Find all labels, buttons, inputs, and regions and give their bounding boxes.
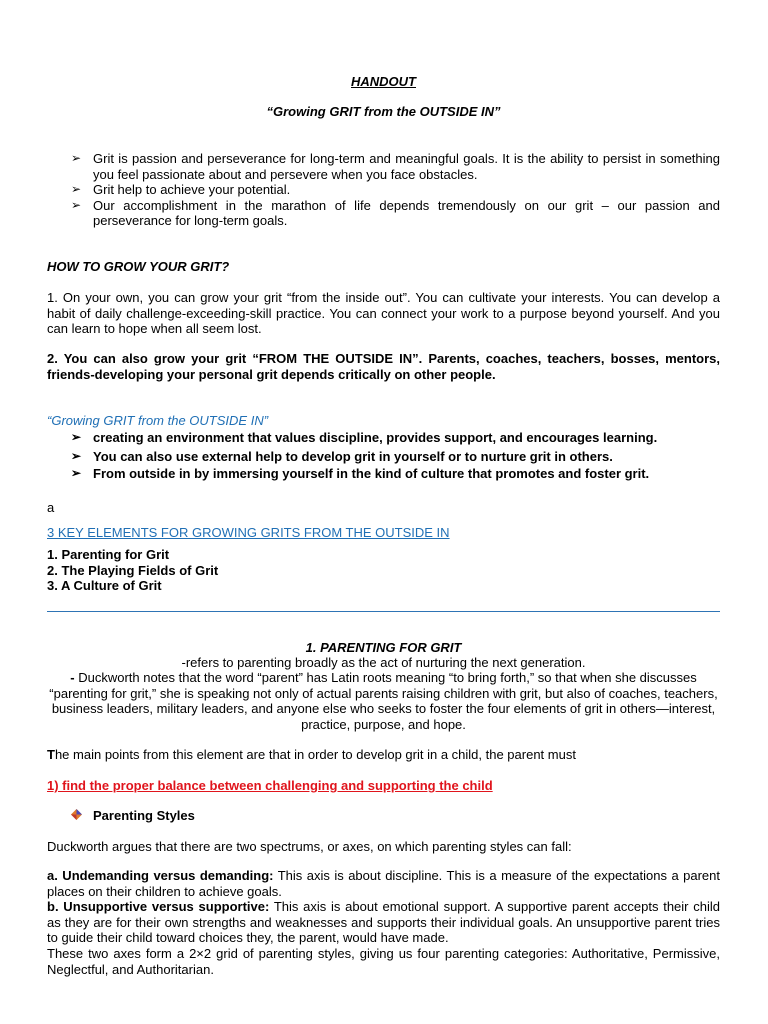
list-item: ➢ Our accomplishment in the marathon of life depends tremendously on our grit – our passion and perseverance for long-term goals. xyxy=(71,197,720,228)
how-to-paragraph-2: 2. You can also grow your grit “FROM THE OUTSIDE IN”. Parents, coaches, teachers, bosses, mentors, friends-developing your personal grit depends critically on other people. xyxy=(47,351,720,382)
axis-b-paragraph: b. Unsupportive versus supportive: This axis is about emotional support. A supportive parent accepts their child as they are for their own strengths and weaknesses and supports their individual goals. An unsupportive parent tries to guide their child toward choices they, the parent, would have made. xyxy=(47,899,720,945)
key-element-item: 2. The Playing Fields of Grit xyxy=(47,563,219,578)
list-item: ➢ Grit help to achieve your potential. xyxy=(71,182,291,197)
key-elements-heading: 3 KEY ELEMENTS FOR GROWING GRITS FROM THE OUTSIDE IN xyxy=(47,525,450,540)
outside-in-heading: “Growing GRIT from the OUTSIDE IN” xyxy=(47,413,269,428)
main-points-line: The main points from this element are that in order to develop grit in a child, the parent must xyxy=(47,747,576,762)
axis-a-paragraph: a. Undemanding versus demanding: This axis is about discipline. This is a measure of the expectations a parent places on their children to achieve goals. xyxy=(47,868,720,899)
arrow-bullet-icon: ➢ xyxy=(71,430,82,444)
parenting-description: - Duckworth notes that the word “parent” has Latin roots meaning “to bring forth,” so that when she discusses “parenting for grit,” she is speaking not only of actual parents raising children with grit, but also of coaches, teachers, business leaders, military leaders, and anyone else who seeks to foster the four elements of grit in others—interest, practice, purpose, and hope. xyxy=(49,670,718,732)
key-element-item: 3. A Culture of Grit xyxy=(47,578,162,593)
diamond-bullet-icon xyxy=(71,808,85,823)
how-to-paragraph-1: 1. On your own, you can grow your grit “from the inside out”. You can cultivate your interests. You can develop a habit of daily challenge-exceeding-skill practice. You can connect your work to a purpose beyond yourself. And you can learn to hope when all seem lost. xyxy=(47,290,720,336)
arrow-bullet-icon: ➢ xyxy=(71,151,82,165)
outside-in-bullet-list xyxy=(47,430,720,482)
list-item: ➢ creating an environment that values discipline, provides support, and encourages learning. xyxy=(71,430,658,445)
handout-subtitle: “Growing GRIT from the OUTSIDE IN” xyxy=(266,104,501,119)
parenting-definition: -refers to parenting broadly as the act of nurturing the next generation. xyxy=(181,655,586,670)
arrow-bullet-icon: ➢ xyxy=(71,182,82,196)
arrow-bullet-icon: ➢ xyxy=(71,466,82,480)
list-item: ➢ From outside in by immersing yourself in the kind of culture that promotes and foster grit. xyxy=(71,466,650,481)
list-item: ➢ You can also use external help to develop grit in yourself or to nurture grit in others. xyxy=(71,448,613,464)
how-to-heading: HOW TO GROW YOUR GRIT? xyxy=(47,259,230,274)
parenting-heading: 1. PARENTING FOR GRIT xyxy=(305,640,462,655)
styles-intro: Duckworth argues that there are two spectrums, or axes, on which parenting styles can fall: xyxy=(47,839,572,854)
point-1-balance: 1) find the proper balance between challenging and supporting the child xyxy=(47,778,493,793)
parenting-styles-heading: Parenting Styles xyxy=(71,808,195,823)
grid-paragraph: These two axes form a 2×2 grid of parenting styles, giving us four parenting categories: Authoritative, Permissive, Neglectful, and Authoritarian. xyxy=(47,946,720,977)
stray-character: a xyxy=(47,500,55,515)
arrow-bullet-icon: ➢ xyxy=(71,197,82,212)
intro-bullet-list xyxy=(47,151,720,229)
key-element-item: 1. Parenting for Grit xyxy=(47,547,170,562)
list-item: ➢ Grit is passion and perseverance for long-term and meaningful goals. It is the ability to persist in something you feel passionate about and persevere when you face obstacles. xyxy=(71,151,720,182)
arrow-bullet-icon: ➢ xyxy=(71,448,82,463)
handout-title: HANDOUT xyxy=(351,74,416,89)
section-divider xyxy=(47,611,720,612)
